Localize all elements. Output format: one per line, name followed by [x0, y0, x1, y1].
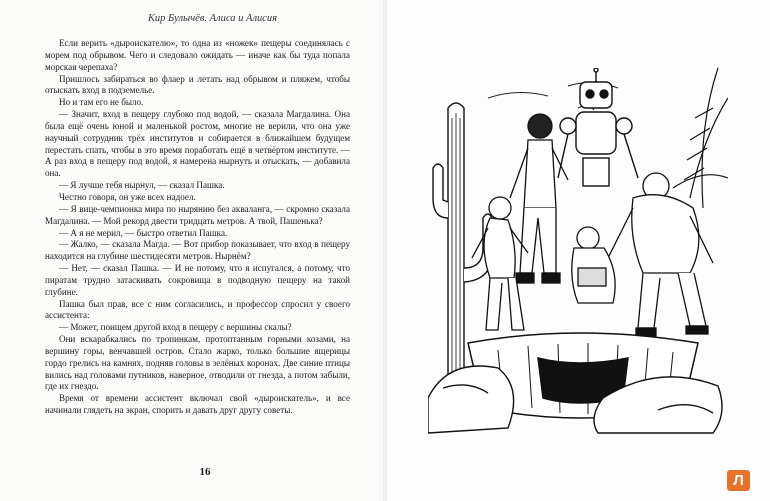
paragraph: Время от времени ассистент включал свой «дыроискатель», и все начинали глядеть на экран, спорить и давать друг другу советы. — [45, 393, 350, 416]
paragraph: Они вскарабкались по тропинкам, протоптанным горными козами, на вершину горы, венчавшей остров. Стало жарко, только большие ящерицы гордо грелись на камнях, подняв головы в зелёных коронах. Две синие птицы вились над головами путников, наверное, отводили от гнезда, а потом забыли, где их гнездо. — [45, 334, 350, 392]
paragraph: — Я лучше тебя нырнул, — сказал Пашка. — [59, 180, 225, 191]
paragraph: Честно говоря, он уже всех надоел. — [59, 191, 196, 202]
running-head: Кир Булычёв. Алиса и Алисия — [147, 13, 278, 24]
paragraph: Пришлось забираться во флаер и летать над обрывом и пляжем, чтобы отыскать вход в подземелье. — [45, 73, 350, 96]
illustration — [428, 68, 728, 438]
palm-right — [673, 68, 728, 208]
page-number: 16 — [199, 466, 211, 478]
paragraph: — Жалко, — сказала Магда. — Вот прибор показывает, что вход в пещеру находится на глубине шестидесяти метров. Нырнём? — [45, 239, 350, 262]
paragraph: Пашка был прав, все с ним согласились, и профессор спросил у своего ассистента: — [45, 298, 350, 321]
paragraph: — Значит, вход в пещеру глубоко под водой, — сказала Магдалина. Она была ещё очень юной и маленькой ростом, многие не верили, что она уже научный сотрудник трёх институтов и собирается в ближайшем будущем перестать спать, чтобы в это время поработать ещё в четвёртом институте. — А раз вход в пещеру под водой, я намерена нырнуть и отыскать, — добавила она. — [45, 109, 350, 179]
professor-figure — [608, 173, 713, 336]
paragraph: — Может, поищем другой вход в пещеру с вершины скалы? — [59, 322, 292, 333]
paragraph: — А я не мерил, — быстро ответил Пашка. — [59, 227, 228, 238]
paragraph: — Нет, — сказал Пашка. — И не потому, что я испугался, а потому, что пиратам трудно затаскивать сокровища в подводную пещеру на такой глубине. — [45, 263, 350, 297]
publisher-logo — [727, 470, 750, 491]
publisher-logo-letter: Л — [733, 472, 744, 489]
paragraph: — Я вице-чемпионка мира по нырянию без акваланга, — скромно сказала Магдалина. — Мой рекорд двести тридцать метров. А твой, Пашенька? — [45, 203, 350, 226]
paragraph: Если верить «дыроискателю», то одна из «ножек» пещеры соединялась с морем под обрывом. Чего и следовало ожидать — иначе как бы туда попала морская черепаха? — [45, 38, 350, 72]
book-spine — [383, 0, 387, 501]
paragraph: Но и там его не было. — [59, 97, 144, 108]
text-block — [45, 38, 350, 417]
girl-figure — [510, 114, 568, 283]
assistant-figure — [572, 227, 615, 303]
